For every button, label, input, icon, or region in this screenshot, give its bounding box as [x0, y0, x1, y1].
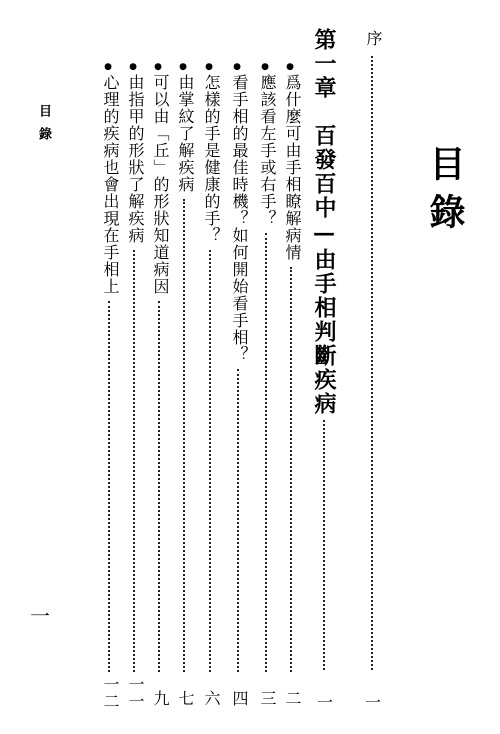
toc-entry-page: 一二 — [101, 676, 120, 710]
entry-bullet: ● — [232, 62, 242, 72]
entry-bullet: ● — [128, 62, 138, 72]
entry-bullet: ● — [103, 62, 113, 72]
toc-entry-label: 怎樣的手是健康的手？ — [202, 74, 221, 244]
toc-entry-leader — [108, 301, 110, 672]
toc-entry-page: 四 — [230, 690, 249, 707]
entry-bullet: ● — [204, 62, 214, 72]
toc-entry-page: 二 — [283, 690, 302, 707]
preface-leader — [371, 56, 373, 670]
toc-entry-leader — [133, 250, 135, 672]
toc-entry-leader — [290, 267, 292, 672]
toc-entry-label: 看手相的最佳時機？如何開始看手相？ — [230, 74, 249, 363]
toc-entry-label: 應該看左手或右手？ — [258, 74, 277, 227]
entry-bullet: ● — [260, 62, 270, 72]
entry-bullet: ● — [153, 62, 163, 72]
toc-entry-leader — [265, 233, 267, 672]
toc-entry-label: 爲什麼可由手相瞭解病情 — [283, 74, 302, 261]
entry-bullet: ● — [285, 62, 295, 72]
page-title: 目錄 — [424, 145, 466, 241]
toc-entry-leader — [237, 369, 239, 672]
toc-entry-page: 七 — [176, 690, 195, 707]
preface-page: 一 — [364, 693, 381, 712]
toc-entry-label: 心理的疾病也會出現在手相上 — [101, 74, 120, 295]
chapter-leader — [323, 420, 325, 670]
entry-bullet: ● — [178, 62, 188, 72]
toc-entry-leader — [209, 250, 211, 672]
running-head: 目錄 — [36, 104, 51, 150]
toc-entry-page: 六 — [202, 690, 221, 707]
toc-entry-label: 由掌紋了解疾病 — [176, 74, 195, 193]
page-folio: 一 — [30, 604, 50, 628]
toc-entry-label: 可以由「丘」的形狀知道病因 — [151, 74, 170, 295]
preface-label: 序 — [364, 30, 383, 47]
toc-entry-leader — [183, 199, 185, 672]
toc-entry-page: 九 — [151, 690, 170, 707]
toc-entry-page: 三 — [258, 690, 277, 707]
chapter-page: 一 — [316, 693, 333, 712]
toc-entry-page: 一一 — [126, 676, 145, 710]
toc-entry-leader — [158, 301, 160, 672]
chapter-title: 第一章 百發百中—由手相判斷疾病 — [311, 28, 337, 416]
toc-entry-label: 由指甲的形狀了解疾病 — [126, 74, 145, 244]
